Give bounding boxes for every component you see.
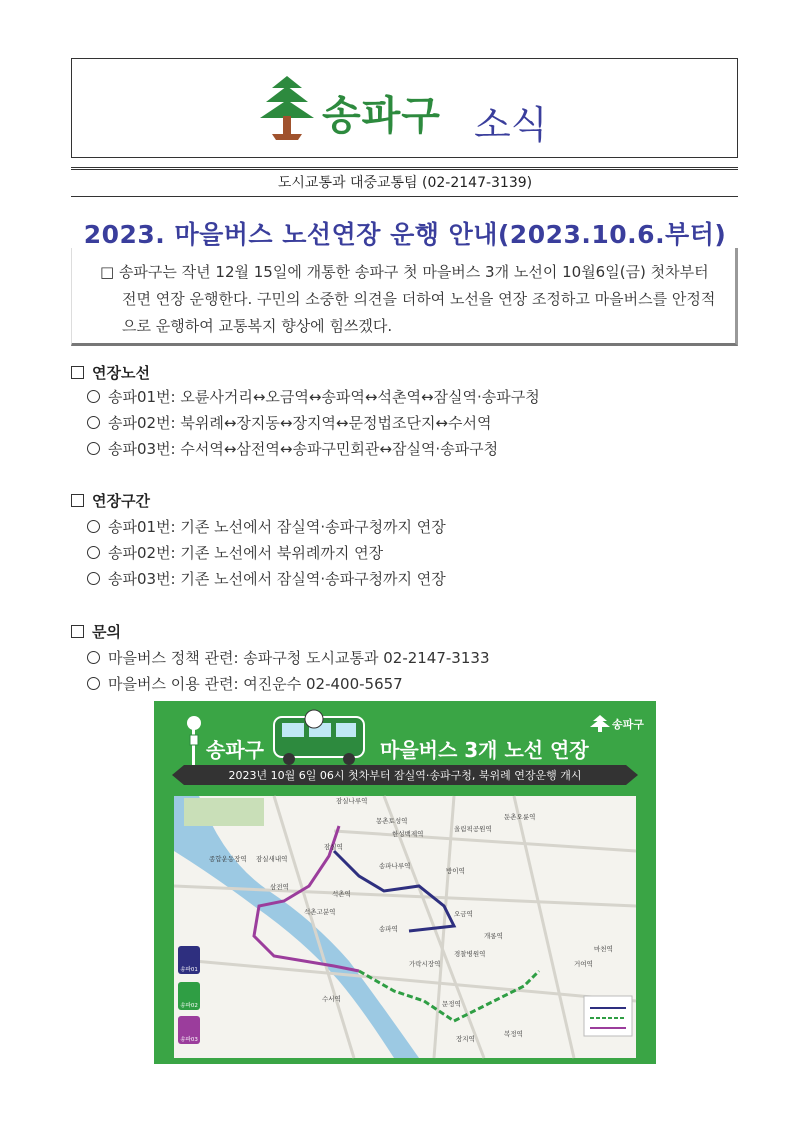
circle-bullet-icon [87,416,100,429]
svg-text:삼전역: 삼전역 [270,883,289,891]
page-title: 2023. 마을버스 노선연장 운행 안내(2023.10.6.부터) [83,220,727,249]
svg-text:개롱역: 개롱역 [484,932,503,940]
checkbox-square-icon [71,494,84,507]
checkbox-square-icon [71,366,84,379]
svg-text:석촌역: 석촌역 [332,890,351,898]
svg-text:석촌고분역: 석촌고분역 [304,908,336,916]
list-item: 마을버스 정책 관련: 송파구청 도시교통과 02-2147-3133 [87,647,490,668]
route-badge-01: 송파01 [180,967,198,973]
poster-brand-text: 송파구 [612,718,644,731]
circle-bullet-icon [87,442,100,455]
circle-bullet-icon [87,651,100,664]
route-map-poster [154,701,656,1064]
svg-text:문정역: 문정역 [442,1000,461,1008]
list-item: 송파01번: 오륜사거리↔오금역↔송파역↔석촌역↔잠실역·송파구청 [87,386,540,407]
list-item: 송파03번: 기존 노선에서 잠실역·송파구청까지 연장 [87,568,446,589]
route-legend [178,946,200,1044]
map-line-legend [584,996,632,1036]
svg-text:오금역: 오금역 [454,910,473,918]
poster-headline-right: 마을버스 3개 노선 연장 [380,738,589,762]
list-item: 마을버스 이용 관련: 여진운수 02-400-5657 [87,673,403,694]
poster-headline-left: 송파구 [206,738,264,762]
section-heading-extension-routes: 연장노선 [71,362,150,383]
list-item: 송파01번: 기존 노선에서 잠실역·송파구청까지 연장 [87,516,446,537]
route-badge-02: 송파02 [180,1003,198,1009]
mascot-bus-icon [274,710,364,765]
route-map-graphic [154,701,656,1064]
summary-text: □ 송파구는 작년 12월 15일에 개통한 송파구 첫 마을버스 3개 노선이 10월6일(금) 첫차부터 전면 연장 운행한다. 구민의 소중한 의견을 더하여 노선을 연장 조정하고 마을버스를 안정적으로 운행하여 교통복지 향상에 힘쓰겠다. [100,263,716,335]
svg-text:송파역: 송파역 [379,925,398,933]
route-badge-03: 송파03 [180,1037,198,1043]
department-contact: 도시교통과 대중교통팀 (02-2147-3139) [277,175,533,191]
svg-text:둔촌오륜역: 둔촌오륜역 [504,813,536,821]
checkbox-square-icon [71,625,84,638]
svg-text:잠실역: 잠실역 [324,843,343,851]
list-item: 송파02번: 북위례↔장지동↔장지역↔문정법조단지↔수서역 [87,412,491,433]
svg-text:마천역: 마천역 [594,945,613,953]
circle-bullet-icon [87,546,100,559]
svg-text:가락시장역: 가락시장역 [409,960,441,968]
svg-text:한성백제역: 한성백제역 [392,830,424,838]
svg-text:경찰병원역: 경찰병원역 [454,950,486,958]
svg-text:잠실나루역: 잠실나루역 [336,797,368,805]
svg-text:장지역: 장지역 [456,1035,475,1043]
list-item: 송파02번: 기존 노선에서 북위례까지 연장 [87,542,383,563]
svg-text:방이역: 방이역 [446,867,465,875]
news-label: 소식 [474,103,548,147]
section-heading-extension-segments: 연장구간 [71,490,150,511]
svg-text:올림픽공원역: 올림픽공원역 [454,825,492,833]
songpa-tree-logo-icon [258,72,316,146]
svg-text:잠실새내역: 잠실새내역 [256,855,288,863]
svg-text:종합운동장역: 종합운동장역 [209,855,247,863]
svg-text:몽촌토성역: 몽촌토성역 [376,817,408,825]
svg-text:거여역: 거여역 [574,960,593,968]
circle-bullet-icon [87,390,100,403]
poster-subline: 2023년 10월 6일 06시 첫차부터 잠실역·송파구청, 북위례 연장운행 개시 [228,769,582,782]
circle-bullet-icon [87,677,100,690]
logo-text: 송파구 [322,93,441,139]
list-item: 송파03번: 수서역↔삼전역↔송파구민회관↔잠실역·송파구청 [87,438,498,459]
circle-bullet-icon [87,520,100,533]
svg-text:송파나루역: 송파나루역 [379,862,411,870]
circle-bullet-icon [87,572,100,585]
park-area [184,798,264,826]
section-heading-inquiry: 문의 [71,621,121,642]
svg-text:수서역: 수서역 [322,995,341,1003]
svg-text:복정역: 복정역 [504,1030,523,1038]
